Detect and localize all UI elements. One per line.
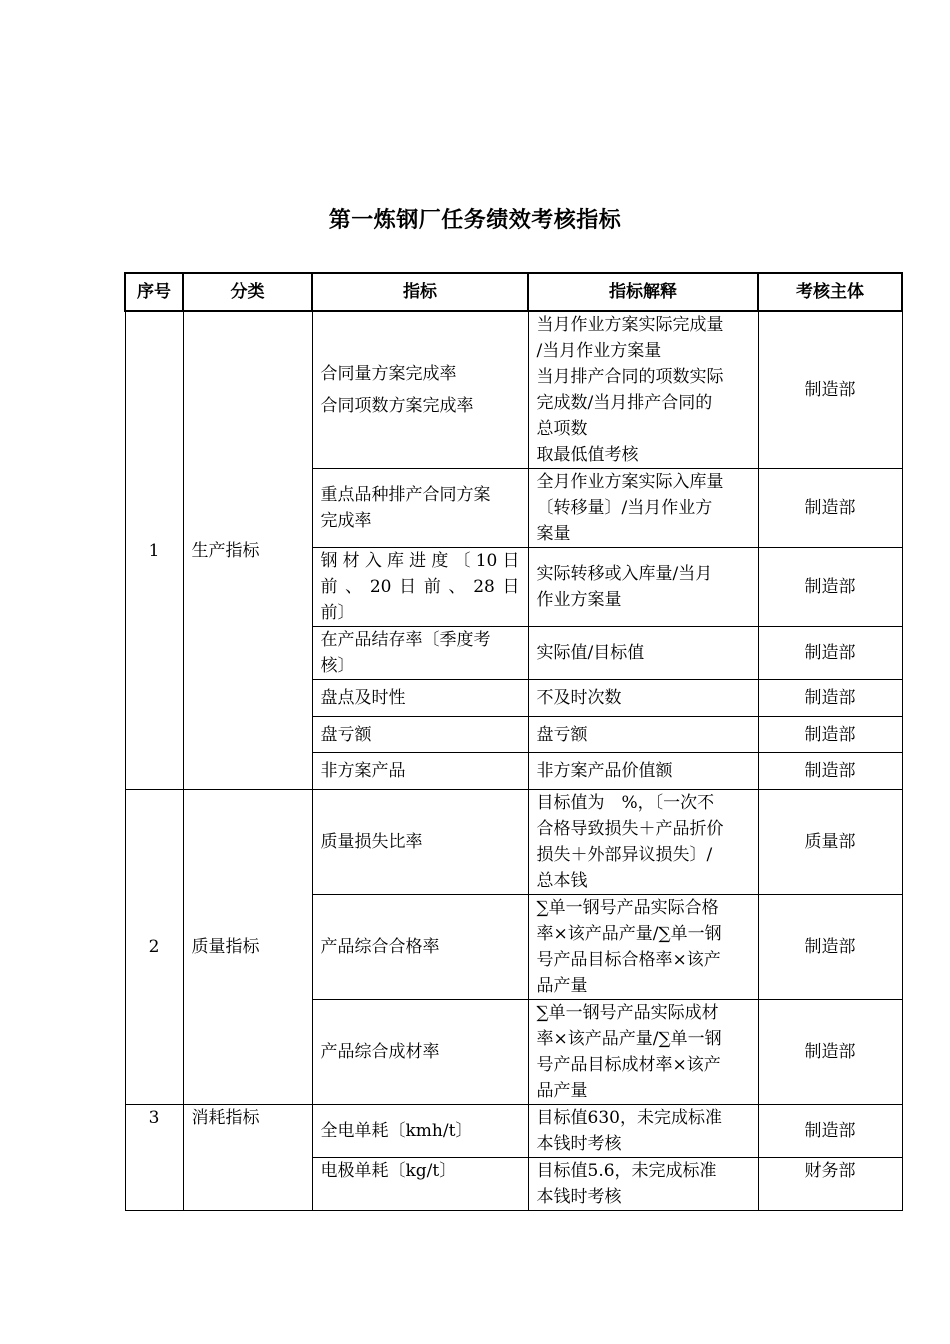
- owner-cell: 制造部: [758, 717, 902, 753]
- explanation-line: 目标值为 %，〔一次不: [536, 793, 715, 813]
- explanation-cell: [528, 627, 758, 680]
- indicator-cell: [312, 311, 528, 469]
- explanation-line: 实际值/目标值: [536, 643, 645, 663]
- explanation-cell: [528, 548, 758, 627]
- indicator-line: 前、20日前、28日: [320, 577, 520, 597]
- owner-cell: 财务部: [758, 1158, 902, 1211]
- explanation-line: 作业方案量: [536, 590, 622, 610]
- explanation-line: 目标值630，未完成标准: [536, 1108, 722, 1128]
- owner-cell: 制造部: [758, 753, 902, 790]
- indicator-cell: [312, 548, 528, 627]
- explanation-line: 本钱时考核: [536, 1187, 622, 1207]
- explanation-line: 案量: [536, 524, 571, 544]
- owner-cell: 制造部: [758, 1000, 902, 1105]
- explanation-line: 合格导致损失＋产品折价: [536, 819, 724, 839]
- header-indicator: 指标: [312, 273, 528, 311]
- explanation-cell: 不及时次数: [528, 680, 758, 717]
- indicator-line: 核〕: [320, 656, 355, 676]
- indicator-line: 前〕: [320, 603, 355, 623]
- indicator-cell: 产品综合合格率: [312, 895, 528, 1000]
- explanation-line: 实际转移或入库量/当月: [536, 564, 713, 584]
- explanation-cell: [528, 790, 758, 895]
- indicator-cell: [312, 469, 528, 548]
- indicator-cell: [312, 627, 528, 680]
- owner-cell: 制造部: [758, 1105, 902, 1158]
- indicator-cell: 产品综合成材率: [312, 1000, 528, 1105]
- explanation-line: /当月作业方案量: [536, 341, 662, 361]
- category-cell: 消耗指标: [183, 1105, 312, 1211]
- page-title: 第一炼钢厂任务绩效考核指标: [328, 208, 622, 233]
- explanation-line: 品产量: [536, 1081, 588, 1101]
- indicator-line: 合同量方案完成率: [320, 364, 457, 384]
- table-row: [125, 1105, 902, 1158]
- owner-cell: 制造部: [758, 627, 902, 680]
- explanation-line: 损失＋外部异议损失〕/: [536, 845, 713, 865]
- explanation-line: ∑单一钢号产品实际成材: [536, 1003, 719, 1023]
- explanation-line: 〔转移量〕/当月作业方: [536, 498, 713, 518]
- seq-cell: 1: [125, 311, 183, 790]
- explanation-line: 全月作业方案实际入库量: [536, 472, 724, 492]
- explanation-cell: [528, 1158, 758, 1211]
- indicator-line: 完成率: [320, 511, 372, 531]
- owner-cell: 制造部: [758, 548, 902, 627]
- header-owner: 考核主体: [758, 273, 902, 311]
- explanation-line: 品产量: [536, 976, 588, 996]
- explanation-line: 本钱时考核: [536, 1134, 622, 1154]
- table-row: [125, 790, 902, 895]
- explanation-line: 号产品目标成材率×该产: [536, 1055, 721, 1075]
- table-row: [125, 311, 902, 469]
- explanation-cell: 非方案产品价值额: [528, 753, 758, 790]
- owner-cell: 质量部: [758, 790, 902, 895]
- table-header-row: [125, 273, 902, 311]
- explanation-line: 目标值5.6，未完成标准: [536, 1161, 717, 1181]
- explanation-cell: [528, 469, 758, 548]
- explanation-cell: 盘亏额: [528, 717, 758, 753]
- category-cell: 生产指标: [183, 311, 312, 790]
- explanation-line: 当月排产合同的项数实际: [536, 367, 724, 387]
- explanation-line: 率×该产品产量/∑单一钢: [536, 1029, 722, 1049]
- owner-cell: 制造部: [758, 680, 902, 717]
- explanation-cell: [528, 1000, 758, 1105]
- owner-cell: 制造部: [758, 895, 902, 1000]
- indicator-cell: 质量损失比率: [312, 790, 528, 895]
- owner-cell: 制造部: [758, 311, 902, 469]
- explanation-line: 当月作业方案实际完成量: [536, 315, 724, 335]
- explanation-line: 号产品目标合格率×该产: [536, 950, 721, 970]
- explanation-line: 总本钱: [536, 871, 588, 891]
- indicator-line: 重点品种排产合同方案: [320, 485, 491, 505]
- indicator-cell: 电极单耗〔kg/t〕: [312, 1158, 528, 1211]
- indicator-cell: 盘亏额: [312, 717, 528, 753]
- category-cell: 质量指标: [183, 790, 312, 1105]
- header-category: 分类: [183, 273, 312, 311]
- owner-cell: 制造部: [758, 469, 902, 548]
- explanation-cell: [528, 311, 758, 469]
- indicator-line: 钢材入库进度〔10日: [320, 551, 520, 571]
- indicator-line: 合同项数方案完成率: [320, 396, 474, 416]
- header-seq: 序号: [125, 273, 183, 311]
- indicator-line: 在产品结存率〔季度考: [320, 630, 491, 650]
- explanation-line: 完成数/当月排产合同的: [536, 393, 713, 413]
- explanation-line: 取最低值考核: [536, 445, 639, 465]
- explanation-line: 总项数: [536, 419, 588, 439]
- kpi-table: [124, 272, 903, 1211]
- explanation-cell: [528, 895, 758, 1000]
- seq-cell: 2: [125, 790, 183, 1105]
- explanation-line: ∑单一钢号产品实际合格: [536, 898, 719, 918]
- header-explanation: 指标解释: [528, 273, 758, 311]
- explanation-line: 率×该产品产量/∑单一钢: [536, 924, 722, 944]
- seq-cell: 3: [125, 1105, 183, 1211]
- indicator-cell: 盘点及时性: [312, 680, 528, 717]
- indicator-cell: 全电单耗〔kmh/t〕: [312, 1105, 528, 1158]
- indicator-cell: 非方案产品: [312, 753, 528, 790]
- explanation-cell: [528, 1105, 758, 1158]
